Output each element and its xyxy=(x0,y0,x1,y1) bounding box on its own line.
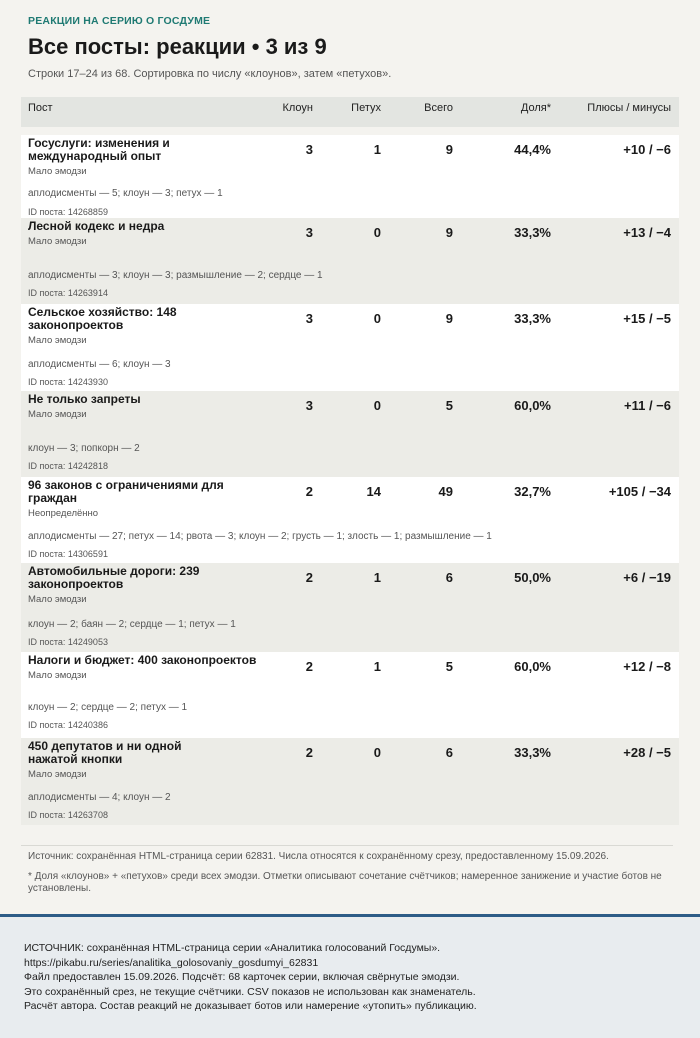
share-footnote: * Доля «клоунов» + «петухов» среди всех эмодзи. Отметки описывают сочетание счётчиков; намеренное занижение и участие ботов не установлены. xyxy=(28,871,662,894)
rooster-count: 0 xyxy=(313,304,381,391)
rooster-count: 1 xyxy=(313,563,381,652)
post-emoji-category: Мало эмодзи xyxy=(28,409,87,420)
total-count: 49 xyxy=(381,477,453,563)
source-footer xyxy=(0,914,700,1038)
post-id: ID поста: 14268859 xyxy=(28,207,108,217)
page-subtitle: Строки 17–24 из 68. Сортировка по числу «клоунов», затем «петухов». xyxy=(28,68,392,80)
share-value: 60,0% xyxy=(453,391,551,477)
clown-count: 2 xyxy=(259,563,313,652)
post-id: ID поста: 14306591 xyxy=(28,549,108,559)
rooster-count: 1 xyxy=(313,652,381,738)
post-id: ID поста: 14249053 xyxy=(28,637,108,647)
section-eyebrow: РЕАКЦИИ НА СЕРИЮ О ГОСДУМЕ xyxy=(28,15,211,27)
total-count: 9 xyxy=(381,304,453,391)
table-header-row xyxy=(21,97,679,127)
clown-count: 3 xyxy=(259,135,313,218)
post-reactions: аплодисменты — 4; клоун — 2 xyxy=(28,792,171,803)
total-count: 9 xyxy=(381,218,453,304)
post-reactions: клоун — 3; попкорн — 2 xyxy=(28,443,140,454)
column-header-rooster: Петух xyxy=(351,102,381,114)
share-value: 33,3% xyxy=(453,304,551,391)
post-title: 96 законов с ограничениями для граждан xyxy=(28,478,224,505)
clown-count: 3 xyxy=(259,391,313,477)
post-emoji-category: Мало эмодзи xyxy=(28,769,87,780)
post-emoji-category: Неопределённо xyxy=(28,508,99,519)
source-note: Источник: сохранённая HTML-страница серии 62831. Числа относятся к сохранённому срезу, предоставленному 15.09.2026. xyxy=(28,851,609,862)
table-row xyxy=(21,652,679,738)
plus-minus-value: +28 / −5 xyxy=(551,738,679,825)
rooster-count: 0 xyxy=(313,218,381,304)
footer-source-line: ИСТОЧНИК: сохранённая HTML-страница серии «Аналитика голосований Госдумы». xyxy=(24,942,441,954)
plus-minus-value: +13 / −4 xyxy=(551,218,679,304)
plus-minus-value: +10 / −6 xyxy=(551,135,679,218)
share-value: 44,4% xyxy=(453,135,551,218)
share-value: 60,0% xyxy=(453,652,551,738)
clown-count: 2 xyxy=(259,738,313,825)
total-count: 5 xyxy=(381,391,453,477)
reactions-table xyxy=(21,97,679,825)
post-title: Госуслуги: изменения и международный опыт xyxy=(28,136,170,163)
clown-count: 2 xyxy=(259,477,313,563)
total-count: 6 xyxy=(381,563,453,652)
plus-minus-value: +15 / −5 xyxy=(551,304,679,391)
post-emoji-category: Мало эмодзи xyxy=(28,594,87,605)
footer-url-line: https://pikabu.ru/series/analitika_golosovaniy_gosdumyi_62831 xyxy=(24,956,319,969)
table-row xyxy=(21,135,679,218)
table-row xyxy=(21,738,679,825)
plus-minus-value: +12 / −8 xyxy=(551,652,679,738)
rooster-count: 0 xyxy=(313,391,381,477)
share-value: 50,0% xyxy=(453,563,551,652)
notes-divider xyxy=(21,845,673,846)
post-id: ID поста: 14240386 xyxy=(28,720,108,730)
column-header-total: Всего xyxy=(424,102,453,114)
footer-file-line: Файл предоставлен 15.09.2026. Подсчёт: 68 карточек серии, включая свёрнутые эмодзи. xyxy=(24,971,460,983)
column-header-post: Пост xyxy=(28,102,53,114)
column-header-clown: Клоун xyxy=(282,102,313,114)
post-reactions: клоун — 2; сердце — 2; петух — 1 xyxy=(28,702,188,713)
post-id: ID поста: 14243930 xyxy=(28,377,108,387)
footer-snapshot-line: Это сохранённый срез, не текущие счётчики. CSV показов не использован как знаменатель. xyxy=(24,985,476,998)
post-reactions: клоун — 2; баян — 2; сердце — 1; петух — 1 xyxy=(28,619,236,630)
post-reactions: аплодисменты — 6; клоун — 3 xyxy=(28,359,171,370)
total-count: 5 xyxy=(381,652,453,738)
post-title: Налоги и бюджет: 400 законопроектов xyxy=(28,653,257,667)
column-header-plusminus: Плюсы / минусы xyxy=(587,102,671,114)
post-title: Автомобильные дороги: 239 законопроектов xyxy=(28,564,200,591)
share-value: 33,3% xyxy=(453,218,551,304)
footer-author-line: Расчёт автора. Состав реакций не доказывает ботов или намерение «утопить» публикацию. xyxy=(24,1000,477,1012)
share-value: 33,3% xyxy=(453,738,551,825)
table-row xyxy=(21,304,679,391)
rooster-count: 1 xyxy=(313,135,381,218)
post-id: ID поста: 14242818 xyxy=(28,461,108,471)
table-row xyxy=(21,563,679,652)
table-body xyxy=(21,127,679,825)
column-header-share: Доля* xyxy=(520,102,551,114)
table-row xyxy=(21,391,679,477)
total-count: 6 xyxy=(381,738,453,825)
post-emoji-category: Мало эмодзи xyxy=(28,166,87,177)
post-reactions: аплодисменты — 5; клоун — 3; петух — 1 xyxy=(28,188,223,199)
plus-minus-value: +105 / −34 xyxy=(551,477,679,563)
rooster-count: 0 xyxy=(313,738,381,825)
post-title: 450 депутатов и ни одной нажатой кнопки xyxy=(28,739,182,766)
plus-minus-value: +6 / −19 xyxy=(551,563,679,652)
post-emoji-category: Мало эмодзи xyxy=(28,335,87,346)
post-reactions: аплодисменты — 3; клоун — 3; размышление — 2; сердце — 1 xyxy=(28,270,323,281)
page-title: Все посты: реакции • 3 из 9 xyxy=(28,34,327,59)
post-emoji-category: Мало эмодзи xyxy=(28,236,87,247)
rooster-count: 14 xyxy=(313,477,381,563)
post-emoji-category: Мало эмодзи xyxy=(28,670,87,681)
clown-count: 3 xyxy=(259,218,313,304)
table-row xyxy=(21,477,679,563)
post-id: ID поста: 14263914 xyxy=(28,288,108,298)
post-title: Не только запреты xyxy=(28,392,141,406)
post-id: ID поста: 14263708 xyxy=(28,810,108,820)
total-count: 9 xyxy=(381,135,453,218)
share-value: 32,7% xyxy=(453,477,551,563)
post-reactions: аплодисменты — 27; петух — 14; рвота — 3; клоун — 2; грусть — 1; злость — 1; размышление — 1 xyxy=(28,531,492,542)
post-title: Сельское хозяйство: 148 законопроектов xyxy=(28,305,177,332)
clown-count: 3 xyxy=(259,304,313,391)
post-title: Лесной кодекс и недра xyxy=(28,219,165,233)
plus-minus-value: +11 / −6 xyxy=(551,391,679,477)
table-row xyxy=(21,218,679,304)
clown-count: 2 xyxy=(259,652,313,738)
